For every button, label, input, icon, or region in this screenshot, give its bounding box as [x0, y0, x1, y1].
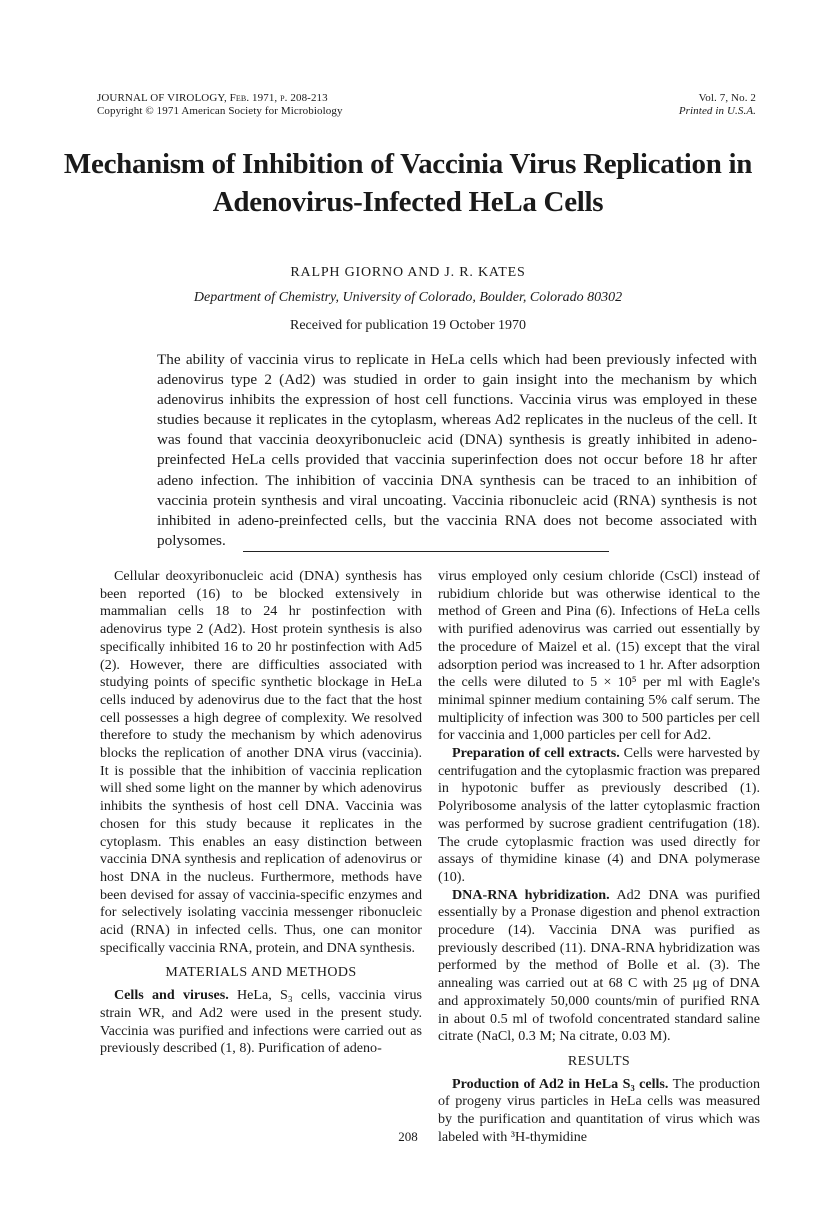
cells-viruses-text: HeLa, S₃ cells, vaccinia virus strain WR, and Ad2 were used in the present study. Vaccinia was purified and infections were carried out as previously described (1, 8). Purification of adeno-: [100, 987, 422, 1057]
cell-extracts-heading: Preparation of cell extracts.: [452, 745, 620, 762]
cell-extracts-text: Cells were harvested by centrifugation and the cytoplasmic fraction was prepared in hypotonic buffer as previously described (1). Polyribosome analysis of the latter cytoplasmic fraction was performed by sucrose gradient centrifugation (18). The crude cytoplasmic fraction was used directly for assays of thymidine kinase (4) and DNA polymerase (10).: [438, 745, 760, 885]
cells-viruses-paragraph: [100, 987, 422, 1058]
production-heading: Production of Ad2 in HeLa S₃ cells.: [452, 1075, 669, 1092]
cells-viruses-heading: Cells and viruses.: [114, 987, 229, 1004]
cell-extracts-paragraph: [438, 745, 760, 887]
affiliation: Department of Chemistry, University of Colorado, Boulder, Colorado 80302: [193, 290, 623, 305]
results-heading: RESULTS: [567, 1053, 631, 1069]
right-column: [438, 568, 760, 1147]
methods-heading: MATERIALS AND METHODS: [165, 965, 357, 981]
page-number: 208: [398, 1129, 418, 1144]
cells-viruses-continued: virus employed only cesium chloride (CsCl) instead of rubidium chloride but was otherwise identical to the method of Green and Pina (6). Infections of HeLa cells with purified adenovirus was carried out essentially by the procedure of Maizel et al. (15) except that the viral adsorption period was increased to 1 hr. After adsorption the cells were diluted to 5 × 10⁵ per ml with Eagle's minimal spinner medium containing 5% calf serum. The multiplicity of infection was 300 to 500 particles per cell for vaccinia and 1,000 particles per cell for Ad2.: [438, 568, 760, 744]
journal-citation: JOURNAL OF VIROLOGY, Feb. 1971, p. 208-213: [97, 92, 328, 104]
copyright-line: Copyright © 1971 American Society for Microbiology: [97, 105, 343, 117]
hybridization-paragraph: [438, 887, 760, 1046]
abstract-divider: [243, 551, 609, 552]
authors: RALPH GIORNO AND J. R. KATES: [290, 265, 526, 280]
received-date: Received for publication 19 October 1970: [290, 318, 526, 333]
abstract: The ability of vaccinia virus to replicate in HeLa cells which had been previously infected with adenovirus type 2 (Ad2) was studied in order to gain insight into the mechanism by which adenovirus inhibits the expression of host cell functions. Vaccinia virus was employed in these studies because it replicates in the cytoplasm, whereas Ad2 replicates in the nucleus of the cell. It was found that vaccinia deoxyribonucleic acid (DNA) synthesis is greatly inhibited in adeno-preinfected HeLa cells provided that vaccinia superinfection does not occur before 18 hr after adeno infection. The inhibition of vaccinia DNA synthesis can be traced to an inhibition of vaccinia protein synthesis and viral uncoating. Vaccinia ribonucleic acid (RNA) synthesis is not inhibited in adeno-preinfected cells, but the vaccinia RNA does not become associated with polysomes.: [157, 351, 757, 549]
hybridization-text: Ad2 DNA was purified essentially by a Pronase digestion and phenol extraction procedure (14). Vaccinia DNA was purified as previously described (11). DNA-RNA hybridization was performed by the method of Bolle et al. (3). The annealing was carried out at 68 C with 25 μg of DNA and approximately 50,000 counts/min of purified RNA in about 0.5 ml of twofold concentrated standard saline citrate (NaCl, 0.3 M; Na citrate, 0.03 M).: [438, 886, 760, 1045]
running-header-right: [556, 92, 756, 118]
running-header-left: [97, 92, 457, 118]
printed-in: Printed in U.S.A.: [678, 105, 756, 117]
production-text: The production of progeny virus particles in HeLa cells was measured by the purification and quantitation of virus which was labeled with ³H-thymidine: [438, 1075, 761, 1145]
article-title: Mechanism of Inhibition of Vaccinia Virus Replication in Adenovirus-Infected HeLa Cells: [63, 148, 753, 218]
volume-issue: Vol. 7, No. 2: [698, 92, 756, 104]
left-column: [100, 568, 422, 1058]
hybridization-heading: DNA-RNA hybridization.: [452, 886, 610, 903]
intro-paragraph: Cellular deoxyribonucleic acid (DNA) synthesis has been reported (16) to be blocked extensively in mammalian cells 18 to 24 hr postinfection with adenovirus type 2 (Ad2). Host protein synthesis is also specifically inhibited 16 to 20 hr postinfection with Ad5 (2). However, there are difficulties associated with studying points of specific synthetic blockage in HeLa cells induced by adenovirus due to the fact that the host cell possesses a high degree of complexity. We resolved therefore to study the mechanism by which adenovirus blocks the replication of another DNA virus (vaccinia). It is possible that the inhibition of vaccinia replication will shed some light on the manner by which adenovirus inhibits the synthesis of host cell DNA. Vaccinia was chosen for this study because it replicates in the cytoplasm. This enables an easy distinction between vaccinia DNA synthesis and replication of adenovirus or host DNA in the nucleus. Furthermore, methods have been devised for assay of vaccinia-specific enzymes and for selectively isolating vaccinia messenger ribonucleic acid (RNA) in infected cells. Thus, one can monitor specifically vaccinia RNA, protein, and DNA synthesis.: [100, 568, 422, 956]
